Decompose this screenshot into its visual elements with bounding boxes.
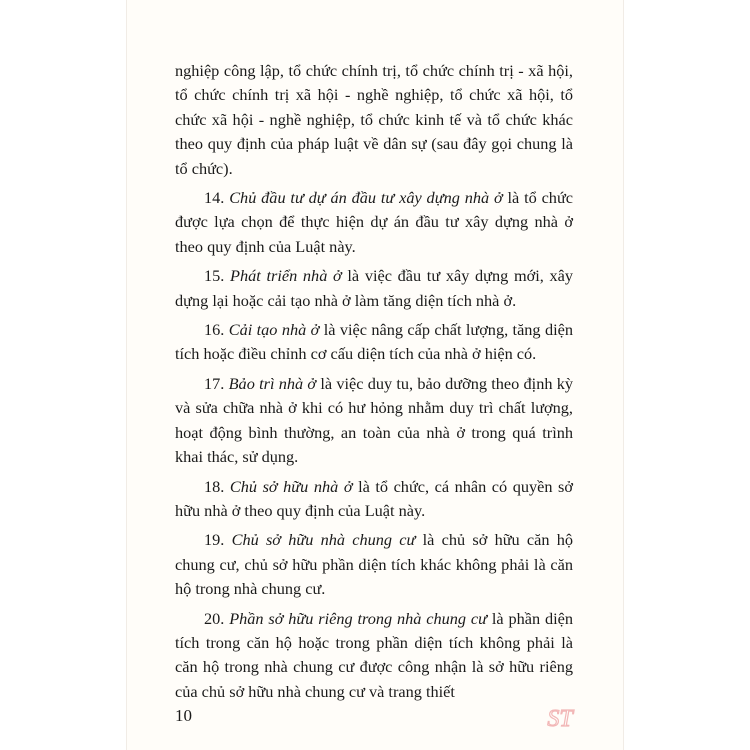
- definition-text: là việc nâng cấp chất lượng, tăng diện tích hoặc điều chỉnh cơ cấu diện tích của nhà ở hiện có.: [175, 320, 573, 364]
- paragraph-item-18: [175, 475, 573, 524]
- page-body: [175, 59, 573, 709]
- paragraph-item-14: [175, 186, 573, 259]
- paragraph-item-17: [175, 372, 573, 470]
- paragraph-continued: [175, 59, 573, 181]
- item-number: 14.: [204, 188, 230, 208]
- publisher-logo-icon: [545, 702, 575, 732]
- item-number: 15.: [204, 266, 231, 286]
- defined-term: Cải tạo nhà ở: [228, 320, 320, 340]
- item-number: 19.: [204, 530, 232, 550]
- item-number: 16.: [204, 320, 229, 340]
- paragraph-text: nghiệp công lập, tổ chức chính trị, tổ chức chính trị - xã hội, tổ chức chính trị xã hội - nghề nghiệp, tổ chức xã hội, tổ chức xã hội - nghề nghiệp, tổ chức kinh tế và tổ chức khác theo quy định của pháp luật về dân sự (sau đây gọi chung là tổ chức).: [175, 61, 573, 178]
- item-number: 18.: [204, 476, 230, 496]
- defined-term: Chủ sở hữu nhà ở: [229, 476, 353, 496]
- definition-text: là tổ chức, cá nhân có quyền sở hữu nhà ở theo quy định của Luật này.: [175, 476, 573, 520]
- page-number: 10: [175, 706, 192, 725]
- defined-term: Phần sở hữu riêng trong nhà chung cư: [229, 608, 488, 628]
- paragraph-item-15: [175, 264, 573, 313]
- publisher-logo-letters: ST: [547, 706, 573, 732]
- paragraph-item-19: [175, 528, 573, 601]
- defined-term: Bảo trì nhà ở: [228, 373, 317, 393]
- item-number: 20.: [204, 608, 230, 628]
- definition-text: là tổ chức được lựa chọn để thực hiện dự án đầu tư xây dựng nhà ở theo quy định của Luật này.: [175, 188, 573, 256]
- item-number: 17.: [204, 373, 229, 393]
- defined-term: Chủ sở hữu nhà chung cư: [231, 530, 416, 550]
- definition-text: là phần diện tích trong căn hộ hoặc trong phần diện tích không phải là căn hộ trong nhà chung cư được công nhận là sở hữu riêng của chủ sở hữu nhà chung cư và trang thiết: [175, 608, 573, 701]
- defined-term: Chủ đầu tư dự án đầu tư xây dựng nhà ở: [229, 188, 503, 208]
- definition-text: là việc duy tu, bảo dưỡng theo định kỳ và sửa chữa nhà ở khi có hư hỏng nhằm duy trì chất lượng, hoạt động bình thường, an toàn của nhà ở trong quá trình khai thác, sử dụng.: [175, 373, 574, 467]
- paragraph-item-16: [175, 318, 573, 367]
- definition-text: là chủ sở hữu căn hộ chung cư, chủ sở hữu phần diện tích khác không phải là căn hộ trong nhà chung cư.: [175, 530, 574, 599]
- definition-text: là việc đầu tư xây dựng mới, xây dựng lại hoặc cải tạo nhà ở làm tăng diện tích nhà ở.: [175, 266, 574, 310]
- paragraph-item-20: [175, 607, 573, 705]
- defined-term: Phát triển nhà ở: [230, 266, 342, 286]
